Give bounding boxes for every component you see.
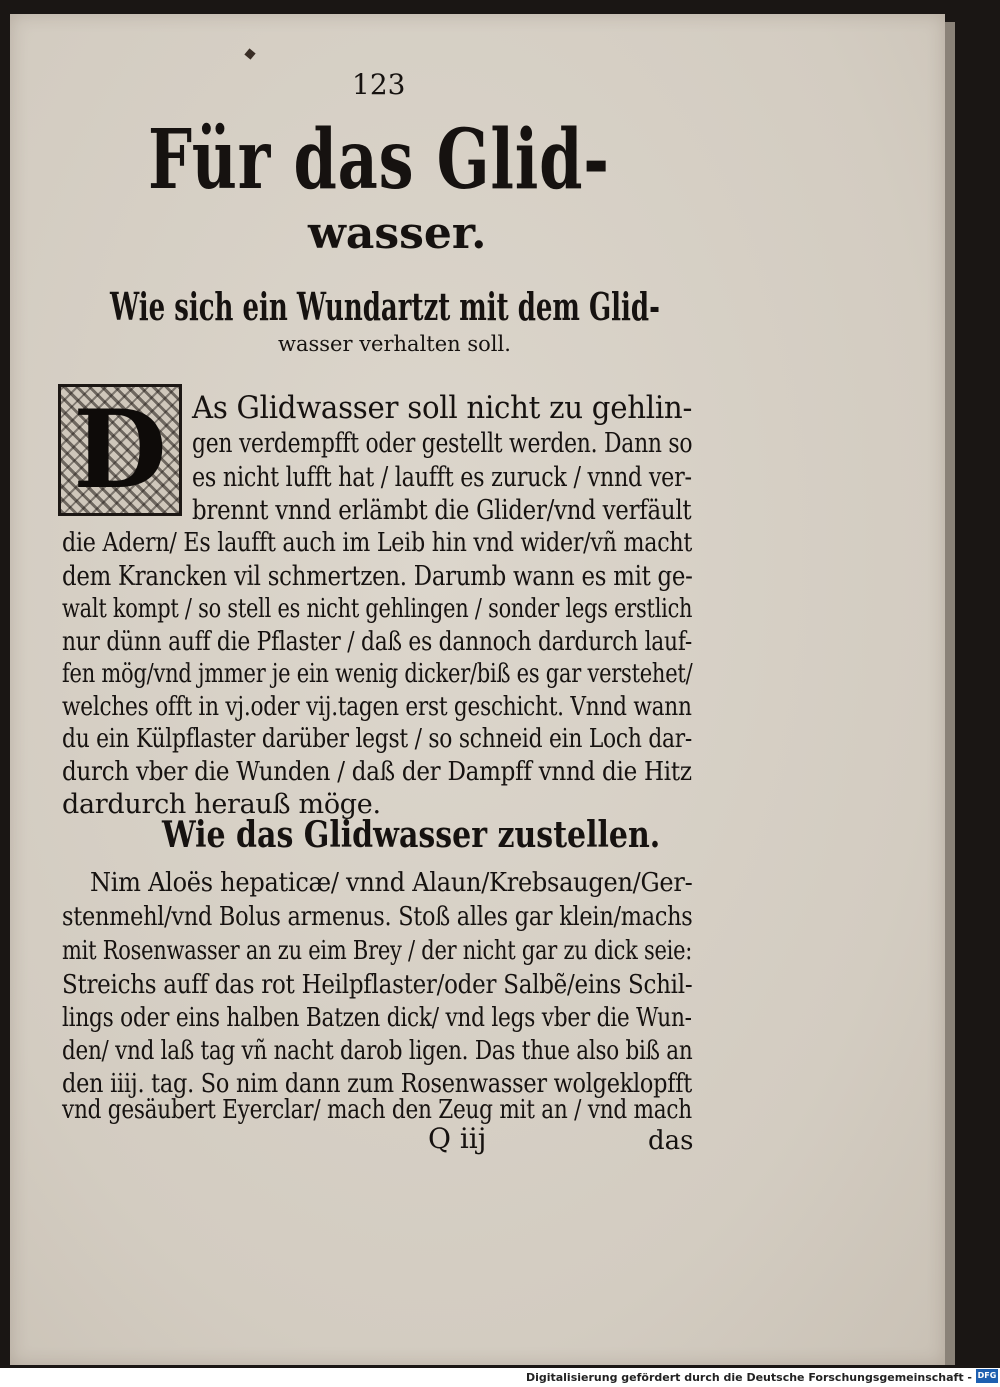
body-line: welches offt in vj.oder vij.tagen erst geschicht. Vnnd wann: [62, 692, 692, 722]
body-line: den iiij. tag. So nim dann zum Rosenwasser wolgeklopfft: [62, 1069, 693, 1099]
body-line: stenmehl/vnd Bolus armenus. Stoß alles gar klein/machs: [62, 902, 693, 932]
body-line: die Adern/ Es laufft auch im Leib hin vnd wider/vñ macht: [62, 528, 693, 558]
signature-mark: Q iij: [428, 1122, 487, 1155]
body-line: dardurch herauß möge.: [62, 789, 381, 820]
page-number: 123: [352, 68, 406, 101]
body-line: du ein Külpflaster darüber legst / so schneid ein Loch dar-: [62, 724, 693, 754]
subheading-1-continuation: wasser verhalten soll.: [278, 332, 511, 356]
body-line: durch vber die Wunden / daß der Dampff vnnd die Hitz: [62, 757, 692, 787]
body-line: es nicht lufft hat / laufft es zuruck / vnnd ver-: [192, 462, 692, 493]
body-line: fen mög/vnd jmmer je ein wenig dicker/biß es gar verstehet/: [62, 659, 693, 689]
body-line: Streichs auff das rot Heilpflaster/oder Salbẽ/eins Schil-: [62, 970, 693, 1000]
subheading-2: Wie das Glidwasser zustellen.: [162, 814, 661, 856]
title-line-1: Für das Glid-: [148, 112, 610, 208]
decorated-initial: [58, 384, 182, 516]
body-line: den/ vnd laß tag vñ nacht darob ligen. Das thue also biß an: [62, 1036, 693, 1066]
body-line: As Glidwasser soll nicht zu gehlin-: [192, 390, 693, 426]
ink-speck: [244, 48, 255, 59]
body-line: mit Rosenwasser an zu eim Brey / der nicht gar zu dick seie:: [62, 936, 693, 966]
body-line: brennt vnnd erlämbt die Glider/vnd verfäult: [192, 495, 692, 526]
title-line-2: wasser.: [308, 208, 487, 259]
body-line: vnd gesäubert Eyerclar/ mach den Zeug mit an / vnd mach: [62, 1095, 692, 1125]
body-line: Nim Aloës hepaticæ/ vnnd Alaun/Krebsaugen/Ger-: [90, 868, 693, 898]
subheading-1: Wie sich ein Wundartzt mit dem Glid-: [110, 284, 660, 329]
decorated-initial-letter: D: [73, 387, 167, 513]
body-line: nur dünn auff die Pflaster / daß es dannoch dardurch lauf-: [62, 627, 692, 657]
body-line: gen verdempfft oder gestellt werden. Dann so: [192, 428, 693, 459]
body-line: walt kompt / so stell es nicht gehlingen / sonder legs erstlich: [62, 594, 693, 624]
catchword: das: [648, 1126, 694, 1156]
digitization-credit: Digitalisierung gefördert durch die Deutsche Forschungsgemeinschaft -: [525, 1371, 972, 1384]
page-edge: [945, 22, 955, 1365]
body-line: dem Krancken vil schmertzen. Darumb wann es mit ge-: [62, 561, 693, 592]
dfg-logo: DFG: [976, 1369, 998, 1383]
body-line: lings oder eins halben Batzen dick/ vnd legs vber die Wun-: [62, 1003, 692, 1033]
